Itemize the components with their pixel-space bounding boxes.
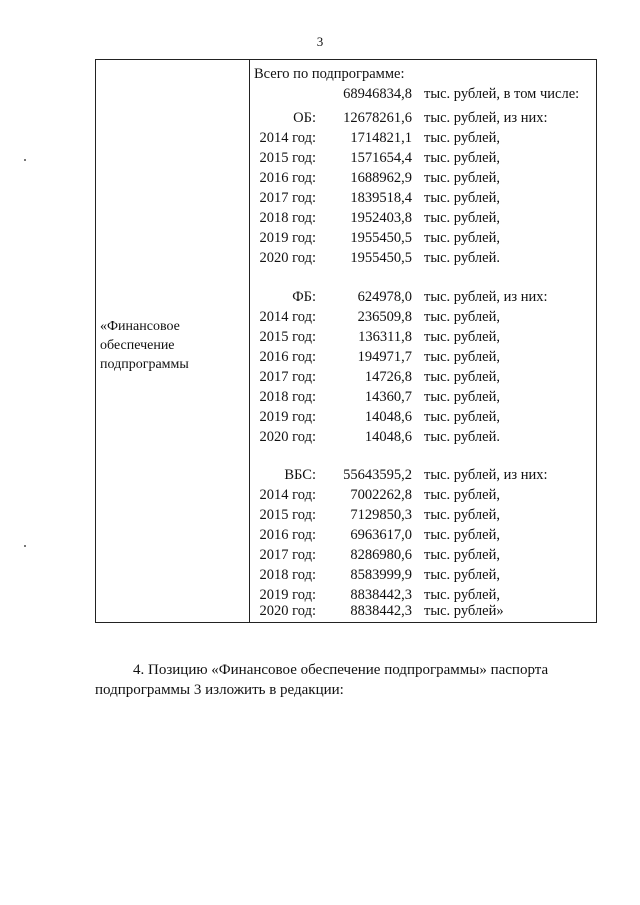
table-row-label: «Финансовое обеспечение подпрограммы — [100, 319, 189, 372]
fb-row — [250, 369, 596, 389]
row-unit: тыс. рублей, — [424, 170, 500, 186]
row-value: 624978,0 — [357, 289, 412, 305]
row-label: 2018 год: — [259, 389, 316, 405]
ob-row — [250, 150, 596, 170]
row-unit: тыс. рублей, — [424, 150, 500, 166]
row-value: 1714821,1 — [350, 130, 412, 146]
fb-row — [250, 389, 596, 409]
row-label: 2014 год: — [259, 309, 316, 325]
row-label: 2017 год: — [259, 190, 316, 206]
row-label: 2019 год: — [259, 409, 316, 425]
row-label: ФБ: — [292, 289, 316, 305]
row-value: 8583999,9 — [350, 567, 412, 583]
row-label: ОБ: — [293, 110, 316, 126]
row-unit: тыс. рублей, — [424, 487, 500, 503]
row-value: 1688962,9 — [350, 170, 412, 186]
row-unit: тыс. рублей, — [424, 507, 500, 523]
fb-row — [250, 349, 596, 369]
row-value: 1839518,4 — [350, 190, 412, 206]
row-value: 12678261,6 — [343, 110, 412, 126]
row-unit: тыс. рублей. — [424, 250, 500, 266]
ob-row — [250, 190, 596, 210]
row-label: 2018 год: — [259, 210, 316, 226]
row-value: 7129850,3 — [350, 507, 412, 523]
row-value: 194971,7 — [357, 349, 412, 365]
row-label: 2014 год: — [259, 487, 316, 503]
row-value: 14726,8 — [364, 369, 412, 385]
vbs-row — [250, 567, 596, 587]
row-value: 8838442,3 — [350, 603, 412, 619]
row-unit: тыс. рублей, из них: — [424, 467, 548, 483]
row-label: 2016 год: — [259, 170, 316, 186]
ob-row — [250, 110, 596, 130]
scan-speck — [24, 159, 26, 161]
row-value: 1571654,4 — [350, 150, 412, 166]
row-value: 8286980,6 — [350, 547, 412, 563]
row-value: 1952403,8 — [350, 210, 412, 226]
row-unit: тыс. рублей, — [424, 230, 500, 246]
row-label: 2016 год: — [259, 527, 316, 543]
row-value: 1955450,5 — [350, 230, 412, 246]
vbs-row — [250, 467, 596, 487]
row-value: 14048,6 — [364, 409, 412, 425]
row-value: 136311,8 — [358, 329, 412, 345]
row-unit: тыс. рублей, — [424, 190, 500, 206]
row-unit: тыс. рублей, — [424, 409, 500, 425]
fb-row — [250, 289, 596, 309]
row-unit: тыс. рублей, из них: — [424, 289, 548, 305]
total-unit: тыс. рублей, в том числе: — [424, 86, 580, 102]
row-unit: тыс. рублей, — [424, 527, 500, 543]
vbs-row — [250, 547, 596, 567]
row-unit: тыс. рублей, — [424, 389, 500, 405]
row-label: 2015 год: — [259, 329, 316, 345]
row-unit: тыс. рублей, — [424, 349, 500, 365]
row-label: 2017 год: — [259, 369, 316, 385]
paragraph-line-1: 4. Позицию «Финансовое обеспечение подпрограммы» паспорта — [133, 662, 549, 678]
row-unit: тыс. рублей, — [424, 587, 500, 603]
ob-row — [250, 230, 596, 250]
row-label: 2020 год: — [259, 429, 316, 445]
row-unit: тыс. рублей, из них: — [424, 110, 548, 126]
row-label: 2019 год: — [259, 587, 316, 603]
row-unit: тыс. рублей. — [424, 429, 500, 445]
row-unit: тыс. рублей, — [424, 369, 500, 385]
row-unit: тыс. рублей, — [424, 547, 500, 563]
ob-row — [250, 170, 596, 190]
fb-row — [250, 429, 596, 449]
row-unit: тыс. рублей» — [424, 603, 504, 619]
total-value: 68946834,8 — [343, 86, 412, 102]
ob-row — [250, 210, 596, 230]
page-number: 3 — [316, 34, 324, 49]
row-value: 14360,7 — [364, 389, 412, 405]
row-label: 2019 год: — [259, 230, 316, 246]
paragraph-line-2: подпрограммы 3 изложить в редакции: — [95, 682, 344, 698]
row-label: 2015 год: — [259, 507, 316, 523]
vbs-row — [250, 527, 596, 547]
row-unit: тыс. рублей, — [424, 210, 500, 226]
ob-row — [250, 250, 596, 270]
row-unit: тыс. рублей, — [424, 309, 500, 325]
total-title: Всего по подпрограмме: — [254, 66, 405, 82]
fb-row — [250, 329, 596, 349]
row-value: 7002262,8 — [350, 487, 412, 503]
row-label: 2018 год: — [259, 567, 316, 583]
row-value: 236509,8 — [357, 309, 412, 325]
row-label: ВБС: — [284, 467, 316, 483]
ob-row — [250, 130, 596, 150]
row-label: 2015 год: — [259, 150, 316, 166]
row-value: 6963617,0 — [350, 527, 412, 543]
row-value: 14048,6 — [364, 429, 412, 445]
fb-row — [250, 309, 596, 329]
row-unit: тыс. рублей, — [424, 567, 500, 583]
fb-row — [250, 409, 596, 429]
row-unit: тыс. рублей, — [424, 329, 500, 345]
row-unit: тыс. рублей, — [424, 130, 500, 146]
row-value: 1955450,5 — [350, 250, 412, 266]
row-value: 8838442,3 — [350, 587, 412, 603]
row-value: 55643595,2 — [343, 467, 412, 483]
vbs-row — [250, 507, 596, 527]
row-label: 2014 год: — [259, 130, 316, 146]
vbs-row — [250, 603, 596, 623]
row-label: 2016 год: — [259, 349, 316, 365]
row-label: 2017 год: — [259, 547, 316, 563]
row-label: 2020 год: — [259, 250, 316, 266]
vbs-row — [250, 487, 596, 507]
total-row — [250, 86, 596, 106]
row-label: 2020 год: — [259, 603, 316, 619]
scan-speck — [24, 545, 26, 547]
